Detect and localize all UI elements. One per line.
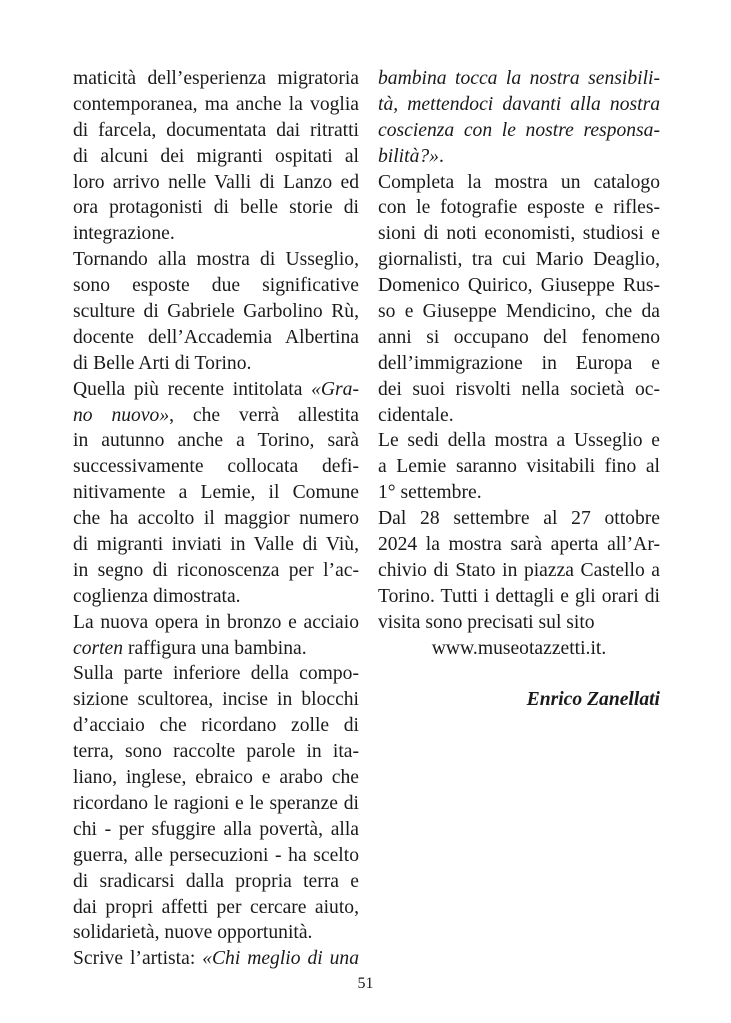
line-text: coglienza dimostrata. bbox=[73, 585, 241, 607]
line-text: terra, sono raccolte parole in ita- bbox=[73, 741, 359, 763]
line-text: loro arrivo nelle Valli di Lanzo ed bbox=[73, 171, 359, 193]
text-line bbox=[378, 584, 660, 610]
line-text: Scrive l’artista: bbox=[73, 948, 203, 970]
text-line bbox=[378, 403, 660, 429]
text-line bbox=[378, 299, 660, 325]
line-text: sioni di noti economisti, studiosi e bbox=[378, 223, 660, 245]
text-line bbox=[73, 92, 359, 118]
text-line bbox=[73, 661, 359, 687]
text-line bbox=[73, 325, 359, 351]
text-line bbox=[73, 791, 359, 817]
italic-text: «Gra- bbox=[311, 378, 359, 400]
text-line bbox=[73, 195, 359, 221]
line-text: solidarietà, nuove opportunità. bbox=[73, 922, 313, 944]
line-text: cidentale. bbox=[378, 404, 454, 426]
line-text: di Belle Arti di Torino. bbox=[73, 352, 252, 374]
line-text: anni si occupano del fenomeno bbox=[378, 326, 660, 348]
text-line bbox=[73, 66, 359, 92]
line-text: Tornando alla mostra di Usseglio, bbox=[73, 249, 359, 271]
text-line bbox=[378, 325, 660, 351]
italic-text: corten bbox=[73, 637, 124, 659]
text-line bbox=[73, 636, 359, 662]
text-line bbox=[378, 558, 660, 584]
line-text: integrazione. bbox=[73, 223, 175, 245]
right-column bbox=[378, 66, 660, 713]
text-line bbox=[378, 195, 660, 221]
line-text: . bbox=[438, 145, 444, 167]
line-text: contemporanea, ma anche la voglia bbox=[73, 93, 359, 115]
italic-text: no nuovo» bbox=[73, 404, 170, 426]
left-column bbox=[73, 66, 359, 972]
line-text: 1° settembre. bbox=[378, 482, 482, 504]
text-line bbox=[378, 480, 660, 506]
text-line bbox=[378, 454, 660, 480]
line-text: di farcela, documentata dai ritratti bbox=[73, 119, 359, 141]
text-line bbox=[73, 351, 359, 377]
line-text: sizione scultorea, incise in blocchi bbox=[73, 689, 359, 711]
text-line bbox=[378, 144, 660, 170]
line-text: , che verrà allestita bbox=[169, 404, 359, 426]
line-text: giornalisti, tra cui Mario Deaglio, bbox=[378, 249, 660, 271]
text-line bbox=[73, 247, 359, 273]
right-column-body bbox=[378, 66, 660, 636]
text-line bbox=[73, 403, 359, 429]
text-line bbox=[378, 377, 660, 403]
line-text: chivio di Stato in piazza Castello a bbox=[378, 559, 660, 581]
text-line bbox=[73, 946, 359, 972]
text-line bbox=[73, 843, 359, 869]
line-text: di alcuni dei migranti ospitati al bbox=[73, 145, 359, 167]
line-text: Domenico Quirico, Giuseppe Rus- bbox=[378, 275, 660, 297]
line-text: Dal 28 settembre al 27 ottobre bbox=[378, 508, 660, 530]
italic-text: coscienza con le nostre responsa- bbox=[378, 119, 660, 141]
line-text: Quella più recente intitolata bbox=[73, 378, 312, 400]
text-line bbox=[73, 480, 359, 506]
line-text: visita sono precisati sul sito bbox=[378, 611, 595, 633]
text-line bbox=[73, 739, 359, 765]
line-text: 2024 la mostra sarà aperta all’Ar- bbox=[378, 534, 660, 556]
text-line bbox=[73, 584, 359, 610]
text-line bbox=[73, 610, 359, 636]
line-text: chi - per sfuggire alla povertà, alla bbox=[73, 818, 359, 840]
line-text: ora protagonisti di belle storie di bbox=[73, 197, 359, 219]
text-line bbox=[73, 687, 359, 713]
italic-text: bambina tocca la nostra sensibili- bbox=[378, 68, 660, 89]
line-text: maticità dell’esperienza migratoria bbox=[73, 68, 359, 89]
text-line bbox=[73, 377, 359, 403]
text-line bbox=[73, 869, 359, 895]
text-line bbox=[378, 506, 660, 532]
line-text: Le sedi della mostra a Usseglio e bbox=[378, 430, 660, 452]
line-text: docente dell’Accademia Albertina bbox=[73, 326, 359, 348]
line-text: Completa la mostra un catalogo bbox=[378, 171, 660, 193]
text-line bbox=[73, 713, 359, 739]
line-text: di migranti inviati in Valle di Viù, bbox=[73, 534, 359, 556]
text-line bbox=[73, 144, 359, 170]
line-text: ricordano le ragioni e le speranze di bbox=[73, 792, 359, 814]
text-line bbox=[73, 170, 359, 196]
text-line bbox=[73, 765, 359, 791]
line-text: dei suoi risvolti nella società oc- bbox=[378, 378, 660, 400]
text-line bbox=[378, 273, 660, 299]
line-text: liano, inglese, ebraico e arabo che bbox=[73, 767, 359, 789]
line-text: a Lemie saranno visitabili fino al bbox=[378, 456, 660, 478]
text-line bbox=[378, 247, 660, 273]
line-text: raffigura una bambina. bbox=[123, 637, 307, 659]
website-link[interactable]: www.museotazzetti.it. bbox=[431, 637, 607, 659]
italic-text: «Chi meglio di una bbox=[202, 948, 360, 970]
text-line bbox=[378, 428, 660, 454]
text-line bbox=[73, 428, 359, 454]
text-line bbox=[73, 299, 359, 325]
text-line bbox=[378, 118, 660, 144]
text-line bbox=[73, 558, 359, 584]
line-text: so e Giuseppe Mendicino, che da bbox=[378, 301, 660, 323]
text-line bbox=[378, 610, 660, 636]
line-text: che ha accolto il maggior numero bbox=[73, 508, 359, 530]
line-text: successivamente collocata defi- bbox=[73, 456, 359, 478]
line-text: nitivamente a Lemie, il Comune bbox=[73, 482, 359, 504]
text-line bbox=[378, 351, 660, 377]
text-line bbox=[73, 895, 359, 921]
text-line bbox=[73, 817, 359, 843]
line-text: Sulla parte inferiore della compo- bbox=[73, 663, 359, 685]
line-text: dai propri affetti per cercare aiuto, bbox=[73, 896, 359, 918]
text-line bbox=[73, 221, 359, 247]
text-line bbox=[73, 273, 359, 299]
line-text: con le fotografie esposte e rifles- bbox=[378, 197, 660, 219]
author-signature: Enrico Zanellati bbox=[526, 689, 660, 711]
line-text: sono esposte due significative bbox=[73, 275, 359, 297]
line-text: dell’immigrazione in Europa e bbox=[378, 352, 660, 374]
line-text: guerra, alle persecuzioni - ha scelto bbox=[73, 844, 359, 866]
line-text: in autunno anche a Torino, sarà bbox=[73, 430, 359, 452]
text-line bbox=[73, 506, 359, 532]
line-text: d’acciaio che ricordano zolle di bbox=[73, 715, 359, 737]
text-line bbox=[378, 532, 660, 558]
italic-text: bilità?» bbox=[378, 145, 439, 167]
line-text: in segno di riconoscenza per l’ac- bbox=[73, 559, 359, 581]
page-number: 51 bbox=[357, 975, 374, 992]
text-line bbox=[378, 170, 660, 196]
text-line bbox=[73, 920, 359, 946]
line-text: sculture di Gabriele Garbolino Rù, bbox=[73, 301, 359, 323]
text-line bbox=[73, 454, 359, 480]
text-line bbox=[73, 118, 359, 144]
text-line bbox=[378, 66, 660, 92]
line-text: La nuova opera in bronzo e acciaio bbox=[73, 611, 359, 633]
text-line bbox=[378, 221, 660, 247]
text-line bbox=[73, 532, 359, 558]
text-line bbox=[378, 92, 660, 118]
line-text: di sradicarsi dalla propria terra e bbox=[73, 870, 359, 892]
line-text: Torino. Tutti i dettagli e gli orari di bbox=[378, 585, 660, 607]
italic-text: tà, mettendoci davanti alla nostra bbox=[378, 93, 660, 115]
